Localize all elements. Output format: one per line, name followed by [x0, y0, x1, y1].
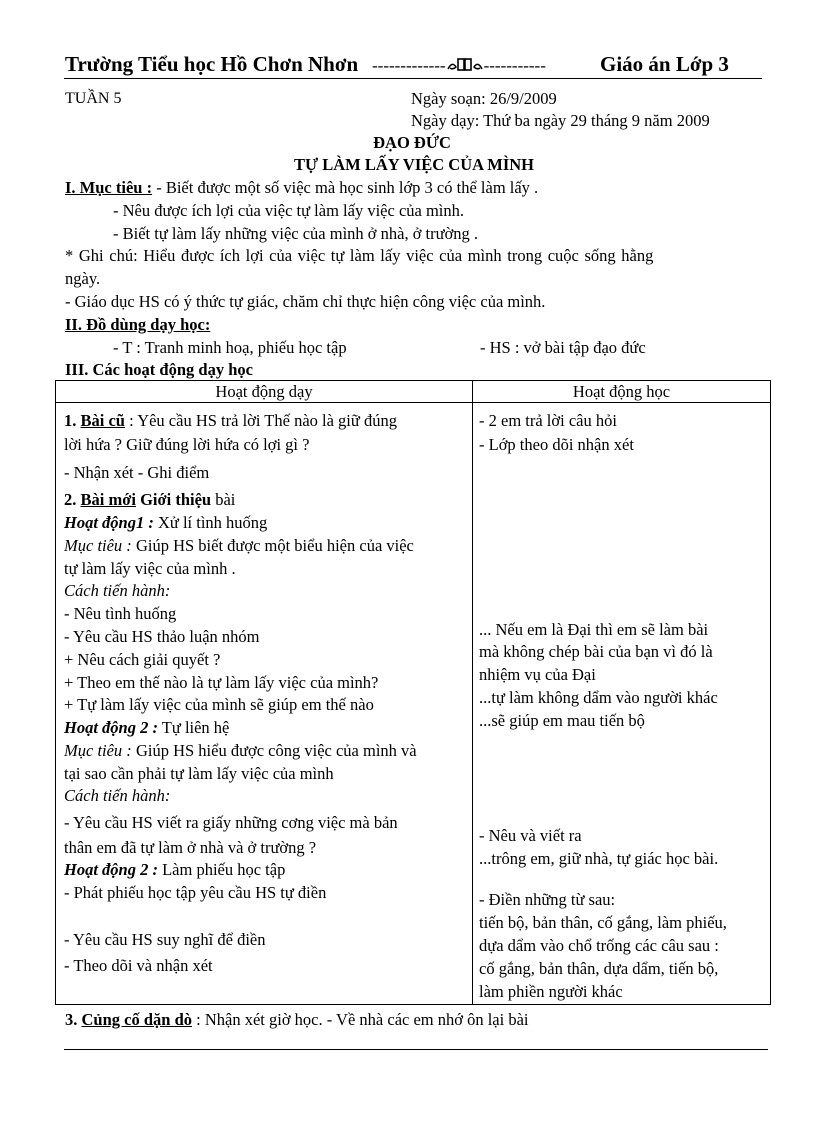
act1-goal-text: Giúp HS biết được một biểu hiện của việc	[131, 536, 414, 555]
act2-step-1: - Yêu cầu HS viết ra giấy những cơng việc mà bản	[64, 813, 398, 832]
col-header-learn: Hoạt động học	[473, 381, 771, 403]
new-intro: Giới thiệu	[135, 490, 212, 509]
consolidation-label: Củng cố dặn dò	[81, 1010, 192, 1029]
lesson-title	[0, 155, 816, 175]
lesson-text: TỰ LÀM LẤY VIỆC CỦA MÌNH	[293, 155, 535, 174]
act2-step-2: thân em đã tự làm ở nhà và ở trường ?	[64, 838, 317, 857]
header-school: Trường Tiểu học Hồ Chơn Nhơn	[65, 52, 359, 76]
table-body-row	[56, 403, 771, 1005]
week-label: TUẦN 5	[65, 90, 122, 107]
act1-label: Hoạt động1 :	[64, 513, 154, 532]
consolidation-line	[65, 1010, 529, 1030]
review-line: - Nhận xét - Ghi điểm	[64, 463, 210, 482]
act3-step-3: - Theo dõi và nhận xét	[64, 956, 213, 975]
act1-goal-2: tự làm lấy việc của mình .	[64, 559, 236, 578]
col-header-teach: Hoạt động dạy	[56, 381, 473, 403]
old-label: Bài cũ	[80, 411, 125, 430]
act1-step-5: + Tự làm lấy việc của mình sẽ giúp em thế nào	[64, 695, 374, 714]
footer-rule	[64, 1049, 768, 1050]
note-line2: ngày.	[65, 269, 101, 288]
teach-cell	[56, 403, 473, 1005]
materials-heading: II. Đồ dùng dạy học:	[65, 315, 211, 334]
act1-step-2: - Yêu cầu HS thảo luận nhóm	[64, 627, 260, 646]
act2-label: Hoạt động 2 :	[64, 718, 158, 737]
learn-line-5: nhiệm vụ của Đại	[479, 665, 596, 684]
act3-title	[64, 860, 285, 880]
act2-method: Cách tiến hành:	[64, 786, 171, 805]
learn-cell	[473, 403, 771, 1005]
objectives-heading: I. Mục tiêu :	[65, 178, 153, 197]
old-lesson	[64, 411, 397, 431]
new-label: Bài mới	[80, 490, 136, 509]
learn-line-14: làm phiền người khác	[479, 982, 623, 1001]
act1-step-1: - Nêu tình huống	[64, 604, 177, 623]
act1-step-3: + Nêu cách giải quyết ?	[64, 650, 221, 669]
act2-goal-text: Giúp HS hiểu được công việc của mình và	[131, 741, 417, 760]
materials-student: - HS : vở bài tập đạo đức	[480, 338, 646, 357]
act2-name: Tự liên hệ	[157, 718, 230, 737]
objectives-text-1: - Biết được một số việc mà học sinh lớp 3 có thể làm lấy .	[152, 178, 539, 197]
header-dashes-left: -------------	[372, 56, 446, 75]
act1-title	[64, 513, 267, 533]
book-ornament-icon	[446, 57, 484, 73]
header-ornament	[372, 56, 546, 76]
learn-line-10: - Điền những từ sau:	[479, 890, 616, 909]
new-intro-rest: bài	[211, 490, 236, 509]
act1-step-4: + Theo em thế nào là tự làm lấy việc của mình?	[64, 673, 379, 692]
learn-line-11: tiến bộ, bản thân, cố gắng, làm phiếu,	[479, 913, 727, 932]
act2-goal-label: Mục tiêu :	[64, 741, 132, 760]
new-num: 2.	[64, 490, 81, 509]
note-line1: * Ghi chú: Hiểu được ích lợi của việc tự làm lấy việc của mình trong cuộc sống hằng	[65, 246, 654, 265]
objectives-line1	[65, 178, 538, 198]
subject-title	[0, 133, 816, 153]
header-plan: Giáo án Lớp 3	[600, 52, 729, 76]
act1-goal-label: Mục tiêu :	[64, 536, 132, 555]
act1-goal	[64, 536, 414, 556]
act3-step-2: - Yêu cầu HS suy nghĩ để điền	[64, 930, 266, 949]
learn-line-9: ...trông em, giữ nhà, tự giác học bài.	[479, 849, 719, 868]
objectives-line2: - Nêu được ích lợi của việc tự làm lấy việc của mình.	[113, 201, 465, 220]
learn-line-12: dựa dẩm vào chổ trống các câu sau :	[479, 936, 719, 955]
learn-line-8: - Nêu và viết ra	[479, 826, 582, 845]
consolidation-num: 3.	[65, 1010, 82, 1029]
old-lesson-2: lời hứa ? Giữ đúng lời hứa có lợi gì ?	[64, 435, 310, 454]
learn-line-4: mà không chép bài của bạn vì đó là	[479, 642, 713, 661]
act1-name: Xử lí tình huống	[153, 513, 268, 532]
date-taught: Ngày dạy: Thứ ba ngày 29 tháng 9 năm 2009	[411, 111, 710, 130]
act2-goal	[64, 741, 417, 761]
learn-line-13: cố gắng, bản thân, dựa dẩm, tiến bộ,	[479, 959, 719, 978]
materials-teacher: - T : Tranh minh hoạ, phiếu học tập	[113, 338, 347, 357]
learn-line-7: ...sẽ giúp em mau tiến bộ	[479, 711, 645, 730]
act2-goal-2: tại sao cần phải tự làm lấy việc của mình	[64, 764, 334, 783]
consolidation-text: : Nhận xét giờ học. - Về nhà các em nhớ ôn lại bài	[192, 1010, 529, 1029]
act3-label: Hoạt động 2 :	[64, 860, 158, 879]
objectives-line3: - Biết tự làm lấy những việc của mình ở nhà, ở trường .	[113, 224, 479, 243]
date-prepared: Ngày soạn: 26/9/2009	[411, 89, 557, 108]
learn-line-1: - 2 em trả lời câu hỏi	[479, 411, 617, 430]
learn-line-3: ... Nếu em là Đại thì em sẽ làm bài	[479, 620, 709, 639]
learn-line-2: - Lớp theo dõi nhận xét	[479, 435, 634, 454]
act3-step-1: - Phát phiếu học tập yêu cầu HS tự điền	[64, 883, 327, 902]
activities-heading: III. Các hoạt động dạy học	[65, 360, 253, 379]
activities-table	[55, 380, 771, 1005]
learn-line-6: ...tự làm không dẩm vào người khác	[479, 688, 718, 707]
header-dashes-right: -----------	[483, 56, 546, 75]
header-rule	[64, 78, 762, 79]
education-line: - Giáo dục HS có ý thức tự giác, chăm chỉ thực hiện công việc của mình.	[65, 292, 546, 311]
old-rest: : Yêu cầu HS trả lời Thế nào là giữ đúng	[124, 411, 397, 430]
act1-method: Cách tiến hành:	[64, 581, 171, 600]
old-num: 1.	[64, 411, 81, 430]
new-lesson	[64, 490, 235, 510]
table-header-row	[56, 381, 771, 403]
subject-text: ĐẠO ĐỨC	[373, 133, 451, 152]
act3-name: Làm phiếu học tập	[157, 860, 286, 879]
act2-title	[64, 718, 229, 738]
